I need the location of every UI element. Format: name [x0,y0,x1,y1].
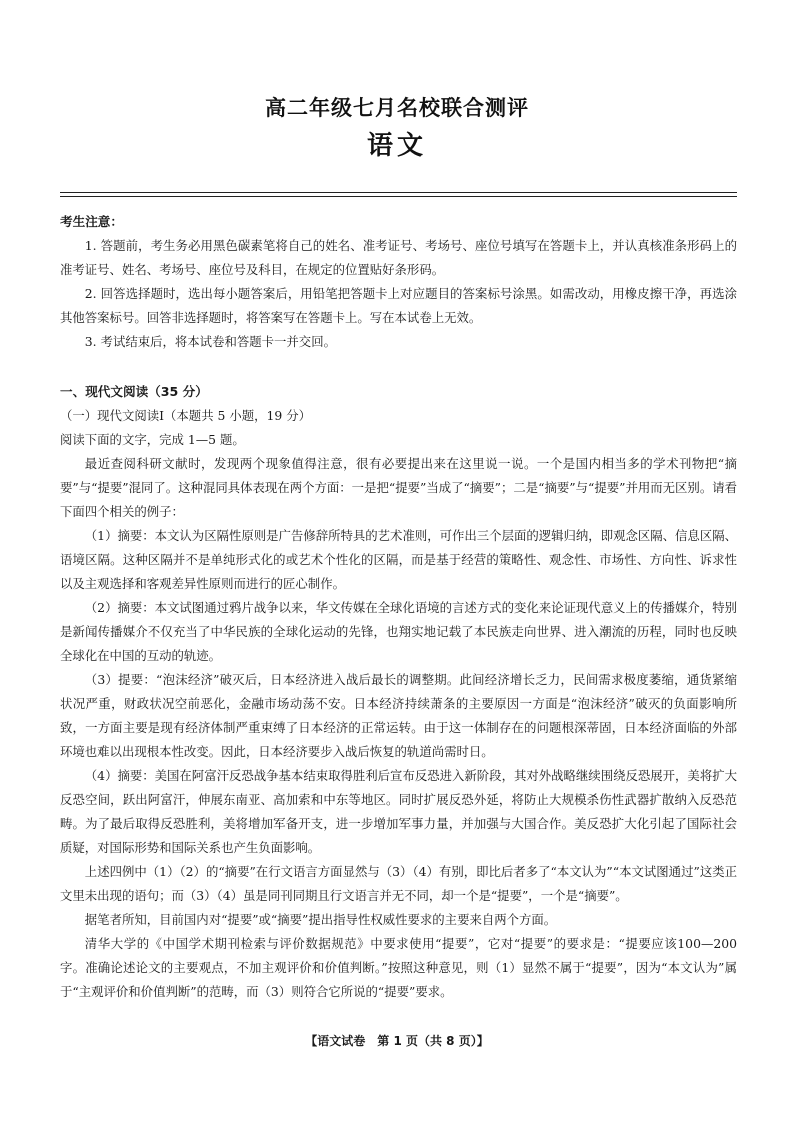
section-instruction: 阅读下面的文字，完成 1—5 题。 [60,432,245,447]
passage-paragraph: （2）摘要：本文试图通过鸦片战争以来，华文传媒在全球化语境的言述方式的变化来论证现代意义上的传播媒介，特别是新闻传播媒介不仅充当了中华民族的全球化运动的先锋，也翔实地记载了本民族走向世界、进入潮流的历程，同时也反映全球化在中国的互动的轨迹。 [60,600,737,663]
notice-item: 1. 答题前，考生务必用黑色碳素笔将自己的姓名、准考证号、考场号、座位号填写在答题卡上，并认真核准条形码上的准考证号、姓名、考场号、座位号及科目，在规定的位置贴好条形码。 [60,238,737,277]
passage-paragraph: （1）摘要：本文认为区隔性原则是广告修辞所特具的艺术准则，可作出三个层面的逻辑归纳，即观念区隔、信息区隔、语境区隔。这种区隔并不是单纯形式化的或艺术个性化的区隔，而是基于经营的策略性、观念性、市场性、方向性、诉求性以及主观选择和客观差异性原则而进行的匠心制作。 [60,528,737,591]
header-rule-thick [60,192,737,193]
passage-paragraph: （3）提要：“泡沫经济”破灭后，日本经济进入战后最长的调整期。此间经济增长乏力，民间需求极度萎缩，通货紧缩状况严重，财政状况空前恶化，金融市场动荡不安。日本经济持续萧条的主要原因一方面是“泡沫经济”破灭的负面影响所致，一方面主要是现有经济体制严重束缚了日本经济的正常运转。由于这一体制存在的问题根深蒂固，日本经济面临的外部环境也难以出现根本性改变。因此，日本经济要步入战后恢复的轨道尚需时日。 [60,672,737,759]
subject-title: 语文 [366,131,427,161]
section-heading: 一、现代文阅读（35 分） [60,384,208,399]
passage-paragraph: 最近查阅科研文献时，发现两个现象值得注意，很有必要提出来在这里说一说。一个是国内相当多的学术刊物把“摘要”与“提要”混同了。这种混同具体表现在两个方面：一是把“提要”当成了“摘要”；二是“摘要”与“提要”并用而无区别。请看下面四个相关的例子： [60,456,737,519]
notice-block [60,210,737,354]
header-rule-thin [60,196,737,197]
passage-paragraph: 据笔者所知，目前国内对“提要”或“摘要”提出指导性权威性要求的主要来自两个方面。 [84,912,557,927]
exam-title: 高二年级七月名校联合测评 [265,96,529,120]
reading-section [60,380,737,1004]
passage-paragraph: 上述四例中（1）（2）的“摘要”在行文语言方面显然与（3）（4）有别，即比后者多了“本文认为”“本文试图通过”这类正文里未出现的语句；而（3）（4）虽是同刊同期且行文语言并无不同，却一个是“提要”，一个是“摘要”。 [60,864,737,903]
notice-item: 2. 回答选择题时，选出每小题答案后，用铅笔把答题卡上对应题目的答案标号涂黑。如需改动，用橡皮擦干净，再选涂其他答案标号。回答非选择题时，将答案写在答题卡上。写在本试卷上无效。 [60,286,737,325]
passage-paragraph: 清华大学的《中国学术期刊检索与评价数据规范》中要求使用“提要”，它对“提要”的要求是：“提要应该100—200 字。准确论述论文的主要观点，不加主观评价和价值判断。”按照这种意见，则（1）显然不属于“提要”，因为“本文认为”属于“主观评价和价值判断”的范畴，而（3）则符合它所说的“提要”要求。 [60,936,737,999]
notice-item: 3. 考试结束后，将本试卷和答题卡一并交回。 [84,334,336,349]
section-subheading: （一）现代文阅读Ⅰ（本题共 5 小题，19 分） [60,408,312,423]
notice-heading: 考生注意： [60,214,123,229]
page-footer: 【语文试卷 第 1 页（共 8 页）】 [305,1034,489,1048]
passage-paragraph: （4）摘要：美国在阿富汗反恐战争基本结束取得胜利后宣布反恐进入新阶段，其对外战略继续围绕反恐展开，美将扩大反恐空间，跃出阿富汗，伸展东南亚、高加索和中东等地区。同时扩展反恐外延，将防止大规模杀伤性武器扩散纳入反恐范畴。为了最后取得反恐胜利，美将增加军备开支，进一步增加军事力量，并加强与大国合作。美反恐扩大化引起了国际社会质疑，对国际形势和国际关系也产生负面影响。 [60,768,737,855]
